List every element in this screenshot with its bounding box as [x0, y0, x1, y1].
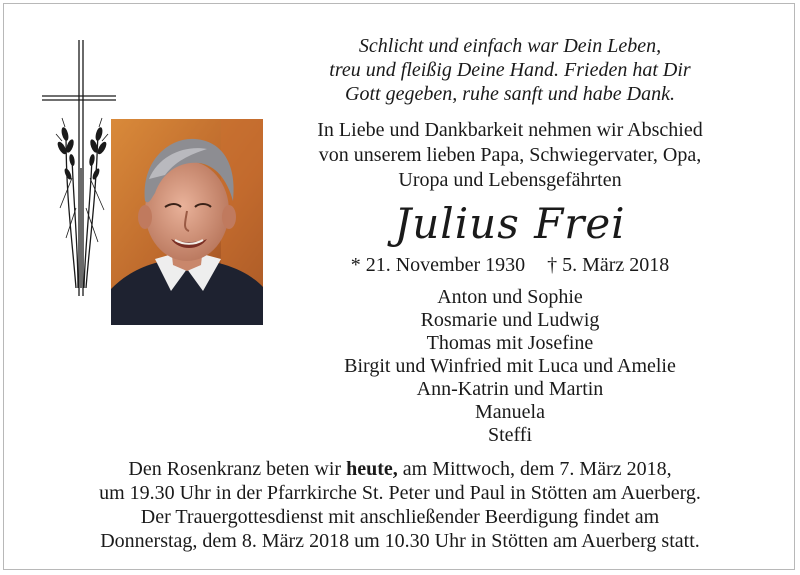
life-dates: [275, 253, 745, 277]
intro-line: Uropa und Lebensgefährten: [398, 169, 622, 191]
intro-text: [275, 118, 745, 193]
mourner-item: Anton und Sophie: [437, 286, 583, 308]
notice-line: Donnerstag, dem 8. März 2018 um 10.30 Uhr in Stötten am Auerberg statt.: [100, 530, 700, 552]
notice-text: am Mittwoch, dem 7. März 2018,: [397, 458, 672, 480]
mourner-item: Rosmarie und Ludwig: [420, 309, 600, 331]
notice-emphasis: heute,: [346, 458, 398, 480]
deceased-name: Julius Frei: [394, 199, 626, 248]
poem: [275, 34, 745, 106]
mourner-item: Steffi: [487, 424, 533, 446]
poem-line: Gott gegeben, ruhe sanft und habe Dank.: [345, 83, 675, 105]
intro-line: von unserem lieben Papa, Schwiegervater, Opa,: [318, 144, 702, 166]
birth-date: * 21. November 1930: [350, 254, 526, 276]
mourner-item: Thomas mit Josefine: [426, 332, 594, 354]
intro-line: In Liebe und Dankbarkeit nehmen wir Abschied: [317, 119, 703, 141]
notice-text: Den Rosenkranz beten wir: [128, 458, 347, 480]
mourner-item: Birgit und Winfried mit Luca und Amelie: [344, 355, 676, 377]
mourner-item: Ann-Katrin und Martin: [416, 378, 604, 400]
poem-line: Schlicht und einfach war Dein Leben,: [358, 35, 662, 57]
death-date: † 5. März 2018: [547, 254, 670, 276]
mourners-list: [275, 286, 745, 447]
notice-line: [10, 457, 790, 481]
portrait-photo: [111, 119, 263, 325]
cross-with-wheat-icon: [38, 38, 122, 300]
notice-line: Der Trauergottesdienst mit anschließender Beerdigung findet am: [140, 506, 660, 528]
notice-line: um 19.30 Uhr in der Pfarrkirche St. Peter und Paul in Stötten am Auerberg.: [99, 482, 701, 504]
poem-line: treu und fleißig Deine Hand. Frieden hat Dir: [329, 59, 691, 81]
funeral-notice: [10, 457, 790, 553]
mourner-item: Manuela: [475, 401, 545, 423]
